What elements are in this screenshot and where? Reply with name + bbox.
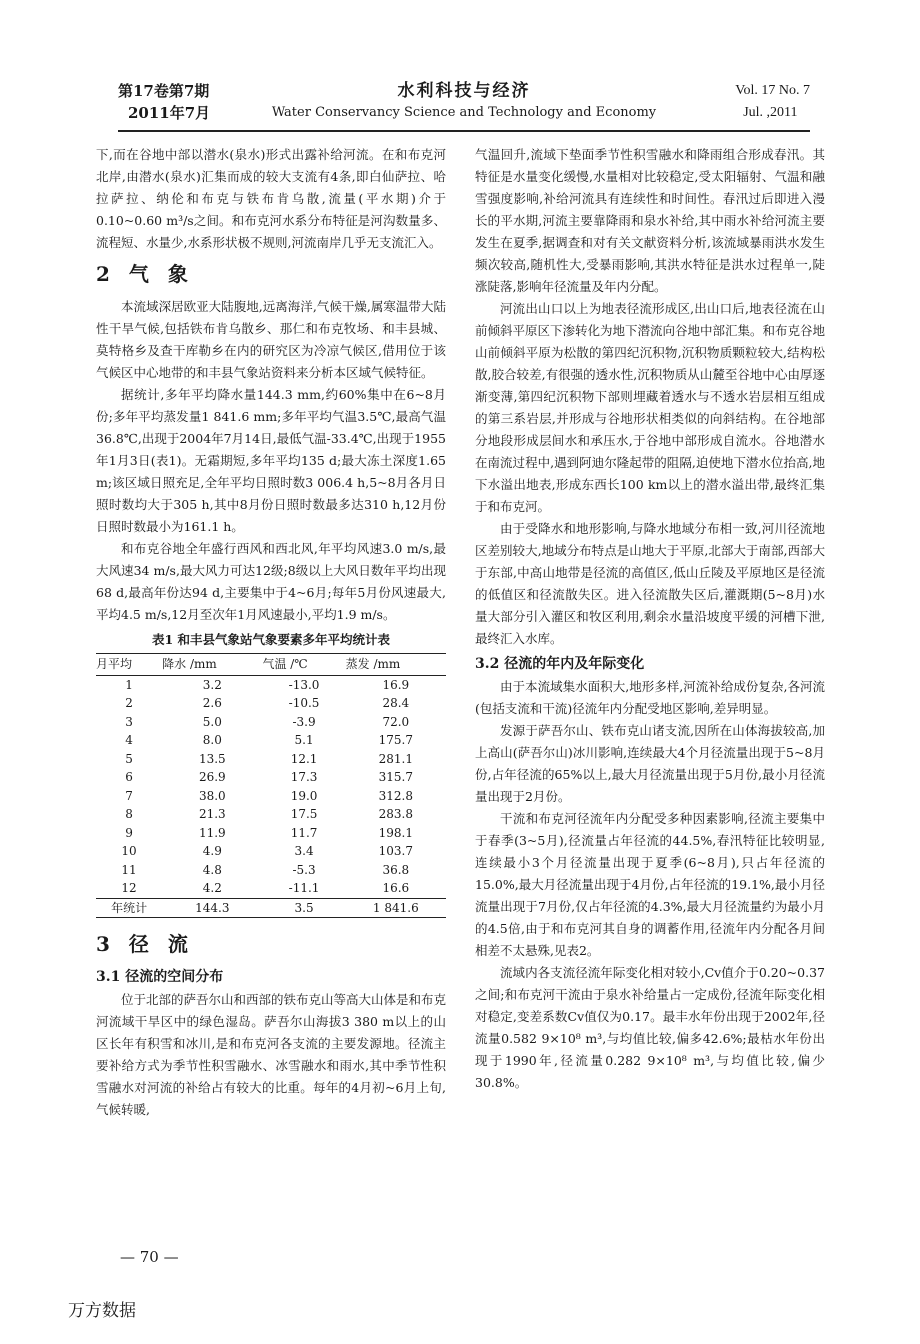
cell-month: 12 (121, 881, 137, 895)
paragraph: 位于北部的萨吾尔山和西部的铁布克山等高大山体是和布克河流域干旱区中的绿色湿岛。萨吾尔山海拔3 380 m以上的山区长年有积雪和冰川,是和布克河各支流的主要发源地。径流主要补给方式为季节性积雪融水、冰雪融水和雨水,其中季节性积雪融水对河流的补给占有较大的比重。每年的4月初~6月上旬,气候转暖, (96, 992, 447, 1117)
table-row (96, 731, 446, 750)
cell-precip: 21.3 (198, 807, 226, 821)
page-number: — 70 — (120, 1248, 179, 1266)
cell-temp: 12.1 (290, 751, 318, 766)
issue-volume: 第17卷第7期 (118, 82, 210, 100)
cell-precip: 11.9 (198, 825, 226, 840)
cell-precip: 2.6 (202, 696, 222, 710)
paragraph: 河流出山口以上为地表径流形成区,出山口后,地表径流在山前倾斜平原区下渗转化为地下潜流向谷地中部汇集。和布克谷地山前倾斜平原为松散的第四纪沉积物,沉积物质颗粒较大,结构松散,胶合较差,有很强的透水性,沉积物质从山麓至谷地中心由厚逐渐变薄,第四纪沉积物下部则埋藏着透水与不透水岩层相互组成的第三系岩层,并形成与谷地形状相类似的向斜结构。在谷地部分地段形成层间水和承压水,于谷地中部形成自流水。谷地潜水在南流过程中,遇到阿迪尔隆起带的阻隔,迫使地下潜水位抬高,地下水溢出地表,形成东西长100 km以上的潜水溢出带,最终汇集于和布克河。 (475, 301, 826, 514)
volume-date: Jul. ,2011 (743, 105, 798, 120)
cell-temp: 17.5 (290, 807, 318, 821)
cell-precip: 3.2 (202, 677, 222, 692)
header-precipitation: 降水 /mm (162, 654, 262, 676)
cell-evap: 36.8 (382, 862, 410, 877)
cell-temp: 11.7 (290, 825, 318, 840)
paragraph: 下,而在谷地中部以潜水(泉水)形式出露补给河流。在和布克河北岸,由潜水(泉水)汇集而成的较大支流有4条,即白仙萨拉、哈拉萨拉、纳伦和布克与铁布肯乌散,流量(平水期)介于0.10~0.60 m³/s之间。和布克河水系分布特征是河沟数量多、流程短、水量少,水系形状极不规则,河流南岸几乎无支流汇入。 (96, 147, 446, 250)
header-month: 月平均 (96, 654, 162, 676)
cell-month: 8 (125, 807, 133, 821)
subsection-3-2-title: 3.2 径流的年内及年际变化 (475, 656, 645, 672)
section-3-title: 3 径 流 (96, 932, 194, 956)
cell-month: 11 (121, 862, 137, 877)
table-row (96, 879, 446, 898)
cell-temp: -11.1 (288, 881, 320, 895)
paragraph: 由于本流域集水面积大,地形多样,河流补给成份复杂,各河流(包括支流和干流)径流年内分配受地区影响,差异明显。 (475, 679, 825, 716)
cell-precip: 13.5 (198, 751, 226, 766)
left-column (96, 144, 446, 1121)
cell-month: 3 (125, 714, 133, 729)
table-row (96, 842, 446, 861)
journal-title-cn: 水利科技与经济 (397, 81, 531, 101)
cell-month: 9 (125, 825, 133, 840)
cell-temp: 17.3 (290, 770, 318, 784)
cell-precip: 5.0 (202, 714, 222, 729)
paragraph: 流域内各支流径流年际变化相对较小,Cv值介于0.20~0.37之间;和布克河干流由于泉水补给量占一定成份,径流年际变化相对稳定,变差系数Cv值仅为0.17。最丰水年份出现于2002年,径流量0.582 9×10⁸ m³,与均值比较,偏多42.6%;最枯水年份出现于1990年,径流量0.282 9×10⁸ m³,与均值比较,偏少30.8%。 (475, 965, 825, 1090)
weather-table (96, 653, 446, 918)
cell-temp: -10.5 (288, 696, 320, 710)
table-row (96, 787, 446, 806)
cell-evap: 281.1 (378, 751, 413, 766)
cell-temp: 3.4 (294, 844, 314, 858)
right-column (475, 144, 825, 1094)
journal-title (118, 80, 810, 124)
subsection-3-1-title: 3.1 径流的空间分布 (96, 969, 224, 985)
paragraph: 干流和布克河径流年内分配受多种因素影响,径流主要集中于春季(3~5月),径流量占年径流的44.5%,春汛特征比较明显,连续最小3个月径流量出现于夏季(6~8月),只占年径流的15.0%,最大月径流量出现于4月份,占年径流的19.1%,最小月径流量出现于7月份,仅占年径流的4.3%,最大月径流量约为最小月的4.5倍,由于和布克河其自身的调蓄作用,径流年内分配各月间相差不太悬殊,见表2。 (475, 811, 825, 958)
cell-month: 6 (125, 770, 133, 784)
table-row (96, 861, 446, 880)
cell-evap: 1 841.6 (346, 898, 446, 918)
table-row (96, 713, 446, 732)
issue-date: 2011年7月 (128, 104, 211, 122)
footer-watermark: 万方数据 (68, 1301, 136, 1321)
header-temperature: 气温 /℃ (262, 654, 345, 676)
paragraph: 本流域深居欧亚大陆腹地,远离海洋,气候干燥,属寒温带大陆性干旱气候,包括铁布肯乌散乡、那仁和布克牧场、和丰县城、莫特格乡及查干库勒乡在内的研究区为冷凉气候区,借用位于该气候区中心地带的和丰县气象站资料来分析本区域气候特征。 (96, 299, 446, 380)
cell-month: 7 (125, 788, 133, 803)
cell-evap: 72.0 (382, 714, 410, 729)
table-header-row (96, 654, 446, 676)
volume-number: Vol. 17 No. 7 (735, 83, 810, 98)
table-row (96, 694, 446, 713)
page-header (118, 80, 810, 132)
cell-evap: 198.1 (378, 825, 413, 840)
cell-evap: 312.8 (378, 788, 413, 803)
cell-evap: 103.7 (378, 844, 413, 858)
paragraph: 据统计,多年平均降水量144.3 mm,约60%集中在6~8月份;多年平均蒸发量1 841.6 mm;多年平均气温3.5℃,最高气温36.8℃,出现于2004年7月14日,最低气温-33.4℃,出现于1955年1月3日(表1)。无霜期短,多年平均135 d;最大冻土深度1.65 m;该区域日照充足,全年平均日照时数3 006.4 h,5~8月各月日照时数均大于305 h,其中8月份日照时数最多达310 h,12月份日照时数最小为161.1 h。 (96, 387, 446, 534)
cell-temp: 5.1 (294, 733, 314, 747)
cell-precip: 8.0 (202, 733, 222, 747)
table-caption: 表1 和丰县气象站气象要素多年平均统计表 (151, 632, 391, 647)
cell-evap: 315.7 (378, 770, 413, 784)
table-row (96, 750, 446, 769)
cell-evap: 283.8 (378, 807, 413, 821)
cell-temp: 19.0 (290, 788, 318, 803)
cell-month: 10 (121, 844, 137, 858)
paragraph: 由于受降水和地形影响,与降水地域分布相一致,河川径流地区差别较大,地域分布特点是山地大于平原,北部大于南部,西部大于东部,中高山地带是径流的高值区,低山丘陵及平原地区是径流的低值区和径流散失区。进入径流散失区后,灌溉期(5~8月)水量大部分引入灌区和牧区利用,剩余水量沿坡度平缓的河槽下泄,最终汇入水库。 (475, 521, 825, 646)
cell-month: 1 (125, 677, 133, 692)
journal-title-en: Water Conservancy Science and Technology and Economy (271, 105, 657, 120)
cell-temp: -13.0 (288, 677, 320, 692)
section-2-title: 2 气 象 (96, 262, 194, 286)
cell-temp: -3.9 (292, 714, 316, 729)
cell-precip: 144.3 (162, 898, 262, 918)
cell-precip: 4.2 (202, 881, 222, 895)
cell-month: 5 (125, 751, 133, 766)
cell-evap: 16.6 (382, 881, 410, 895)
paragraph: 发源于萨吾尔山、铁布克山诸支流,因所在山体海拔较高,加上高山(萨吾尔山)冰川影响,连续最大4个月径流量出现于5~8月份,占年径流的65%以上,最大月径流量出现于5月份,最小月径流量出现于2月份。 (475, 723, 825, 804)
cell-month: 2 (125, 696, 133, 710)
cell-month: 4 (125, 733, 133, 747)
header-evaporation: 蒸发 /mm (346, 654, 446, 676)
cell-evap: 16.9 (382, 677, 410, 692)
cell-temp: 3.5 (262, 898, 345, 918)
table-row (96, 824, 446, 843)
cell-temp: -5.3 (292, 862, 316, 877)
cell-precip: 4.9 (202, 844, 222, 858)
table-row (96, 675, 446, 694)
cell-month: 年统计 (96, 898, 162, 918)
cell-precip: 38.0 (198, 788, 226, 803)
paragraph: 和布克谷地全年盛行西风和西北风,年平均风速3.0 m/s,最大风速34 m/s,最大风力可达12级;8级以上大风日数年平均出现68 d,最高年份达94 d,主要集中于4~6月;每年5月份风速最大,平均4.5 m/s,12月至次年1月风速最小,平均1.9 m/s。 (96, 541, 446, 622)
volume-info (735, 80, 810, 124)
table-total-row (96, 898, 446, 918)
cell-precip: 26.9 (198, 770, 226, 784)
cell-precip: 4.8 (202, 862, 222, 877)
paragraph: 气温回升,流域下垫面季节性积雪融水和降雨组合形成春汛。其特征是水量变化缓慢,水量相对比较稳定,受太阳辐射、气温和融雪强度影响,补给河流具有连续性和时间性。春汛过后即进入漫长的平水期,河流主要靠降雨和泉水补给,其中雨水补给河流主要发生在夏季,据调查和对有关文献资料分析,该流域暴雨洪水发生频次较高,随机性大,受暴雨影响,其洪水特征是洪水过程单一,陡涨陡落,影响年径流量及年内分配。 (475, 147, 825, 294)
table-row (96, 768, 446, 787)
table-row (96, 805, 446, 824)
cell-evap: 175.7 (378, 733, 413, 747)
cell-evap: 28.4 (382, 696, 410, 710)
